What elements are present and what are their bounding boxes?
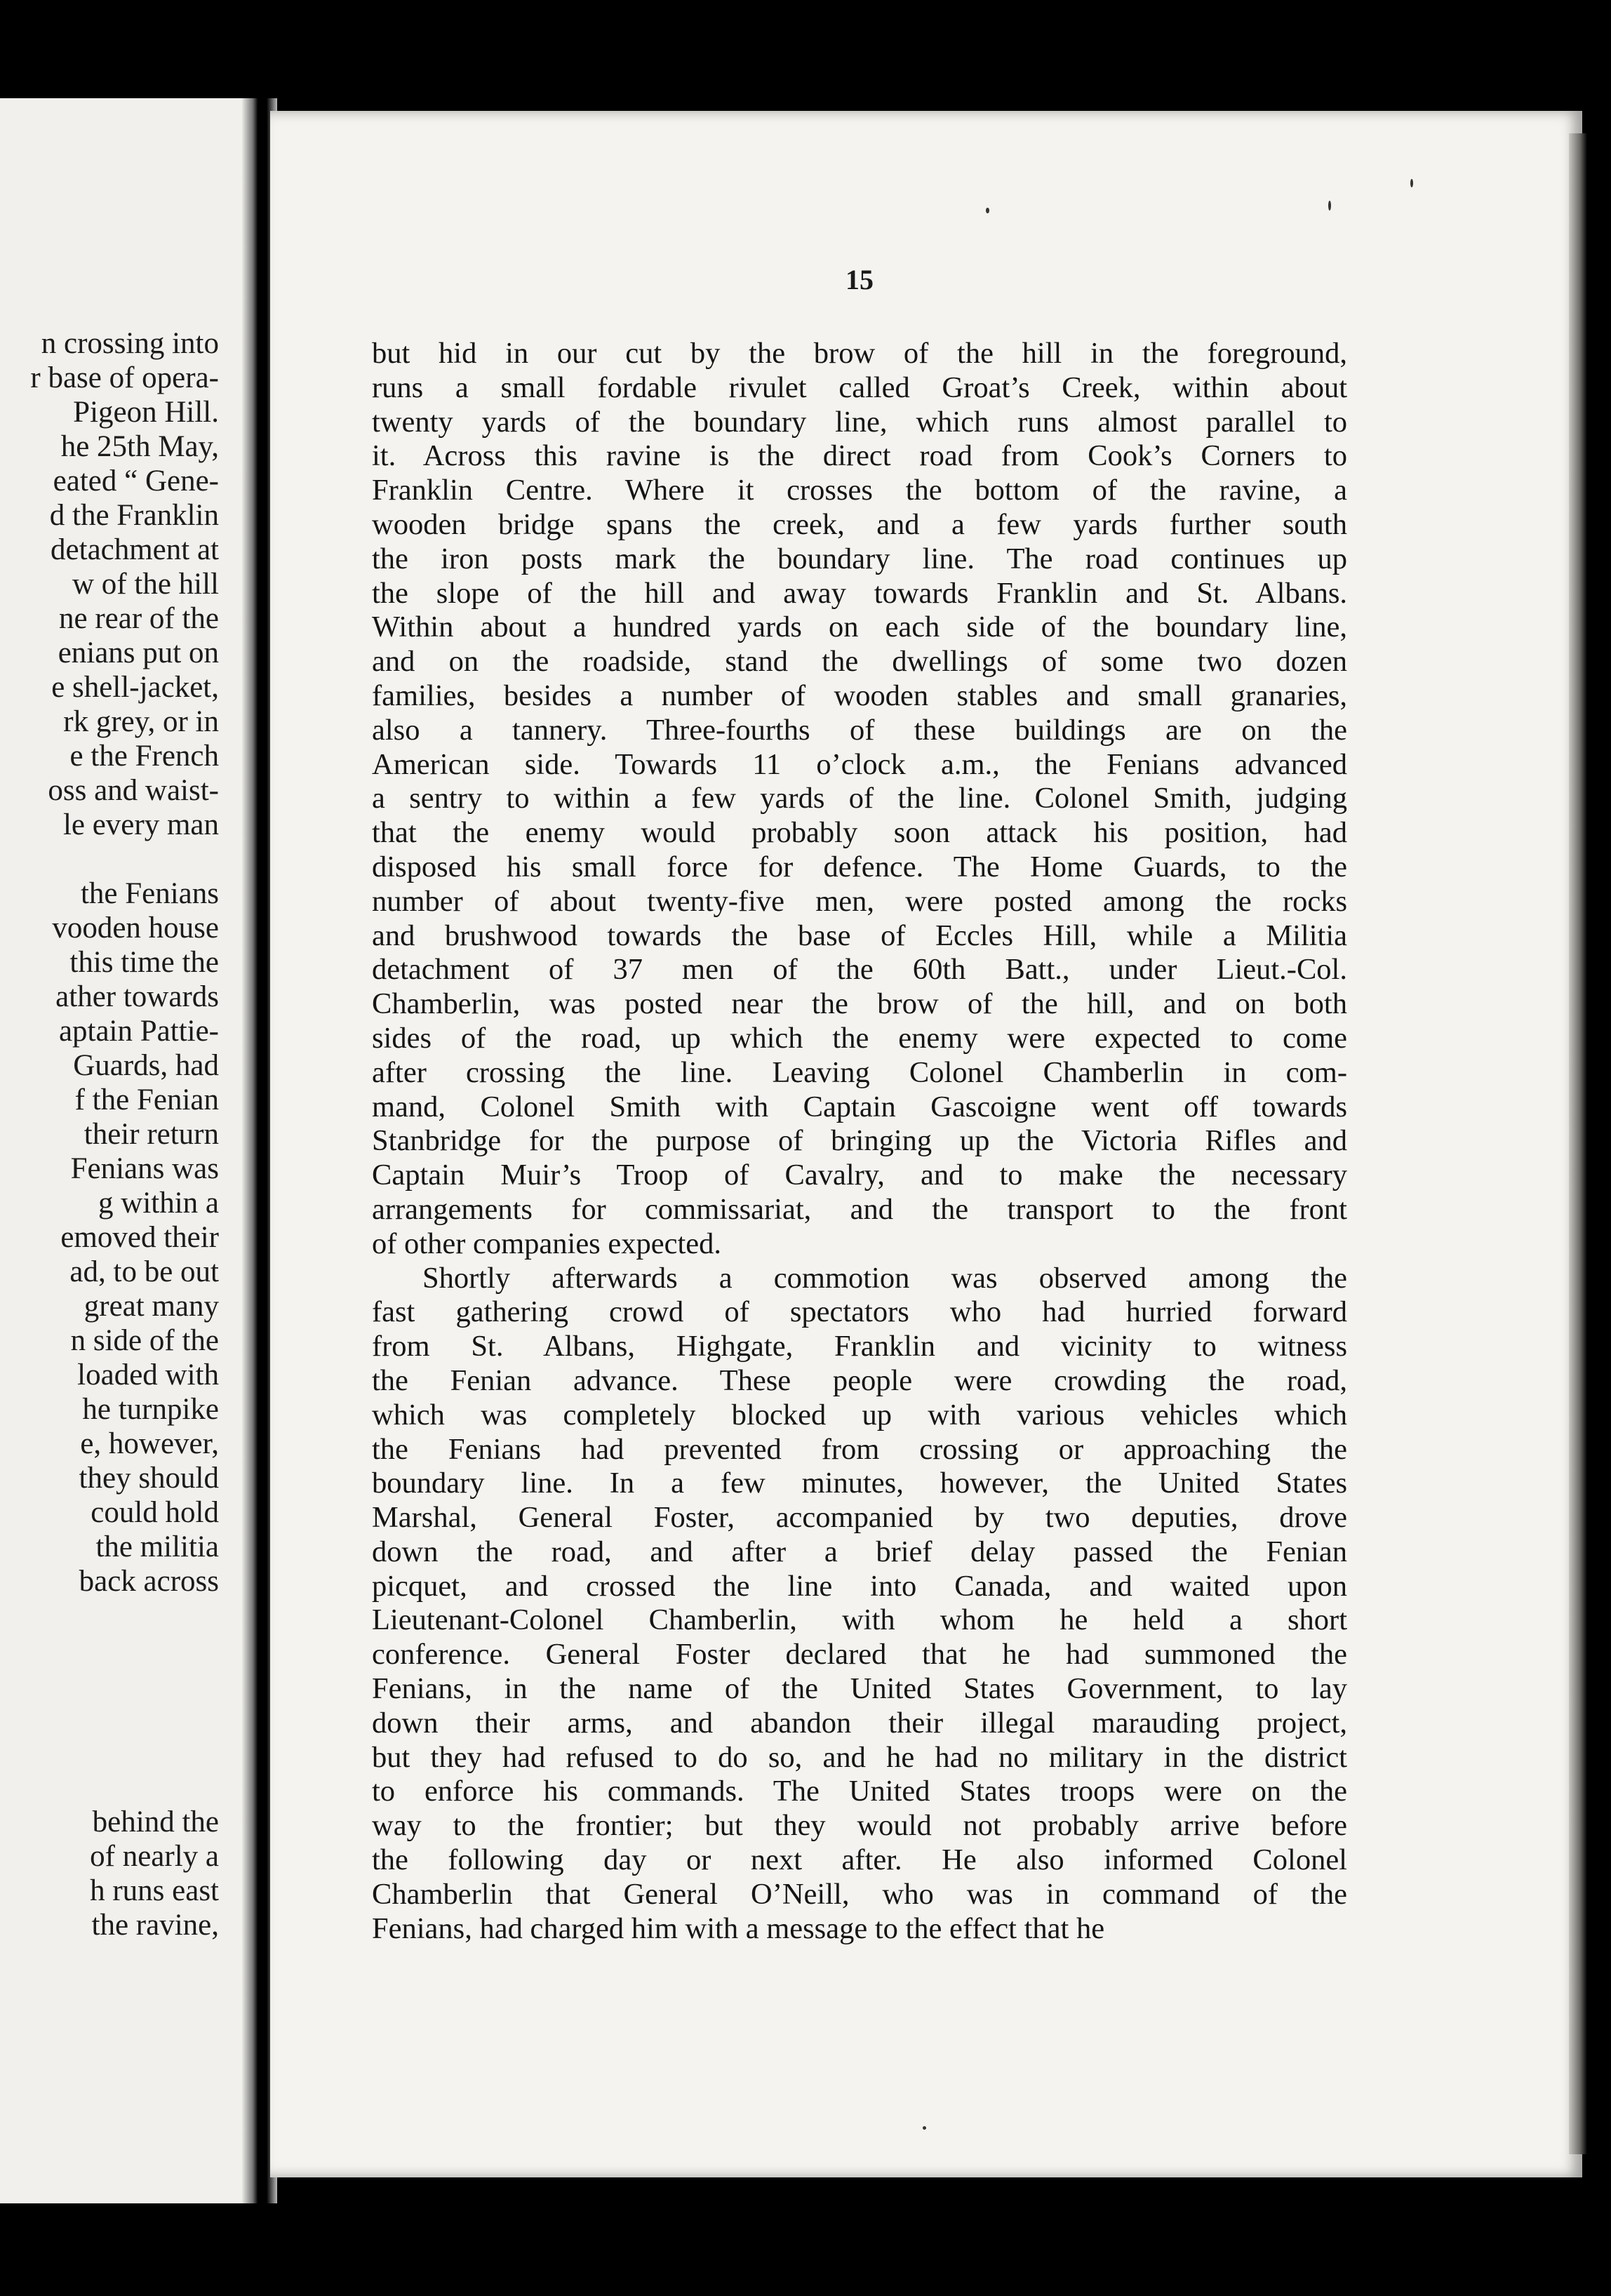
previous-page-line: f the Fenian: [74, 1083, 219, 1116]
text-line: after crossing the line. Leaving Colonel Chamberlin in com-: [372, 1055, 1347, 1089]
ink-speck: [986, 208, 989, 213]
previous-page-line: of nearly a: [90, 1840, 219, 1873]
text-line: detachment of 37 men of the 60th Batt., under Lieut.-Col.: [372, 953, 1347, 987]
previous-page-line: d the Franklin: [49, 499, 219, 532]
text-line: Marshal, General Foster, accompanied by two deputies, drove: [372, 1501, 1347, 1535]
previous-page-line: Guards, had: [73, 1049, 219, 1082]
previous-page-line: [0, 1702, 219, 1736]
page-edge-shadow: [1569, 133, 1587, 2154]
previous-page-line: [0, 1770, 219, 1805]
text-line: families, besides a number of wooden stables and small granaries,: [372, 679, 1347, 712]
previous-page-line: the ravine,: [91, 1909, 219, 1942]
previous-page-line: [0, 1598, 219, 1633]
previous-page-line: Fenians was: [70, 1152, 219, 1185]
previous-page-text-fragment: [0, 326, 219, 1942]
previous-page-line: great many: [83, 1290, 219, 1323]
ink-speck: [1410, 179, 1413, 187]
previous-page-line: ne rear of the: [59, 602, 219, 635]
text-line: wooden bridge spans the creek, and a few yards further south: [372, 507, 1347, 541]
previous-page-line: their return: [83, 1118, 219, 1151]
previous-page-line: w of the hill: [72, 568, 219, 601]
previous-page-line: he 25th May,: [60, 430, 219, 463]
previous-page-line: h runs east: [90, 1874, 219, 1907]
text-line: Captain Muir’s Troop of Cavalry, and to make the necessary: [372, 1159, 1347, 1192]
previous-page-line: e shell-jacket,: [51, 671, 219, 704]
text-line: runs a small fordable rivulet called Groat’s Creek, within about: [372, 371, 1347, 404]
previous-page-line: oss and waist-: [48, 774, 219, 807]
ink-speck: [1328, 201, 1331, 211]
text-line: Chamberlin that General O’Neill, who was in command of the: [372, 1877, 1347, 1911]
text-line: boundary line. In a few minutes, however, the United States: [372, 1467, 1347, 1500]
page-number: 15: [845, 264, 874, 295]
text-line: also a tannery. Three-fourths of these buildings are on the: [372, 713, 1347, 747]
text-line: Fenians, had charged him with a message to the effect that he: [372, 1911, 1105, 1945]
previous-page-line: he turnpike: [82, 1393, 219, 1426]
previous-page-line: ather towards: [55, 980, 219, 1013]
text-line: that the enemy would probably soon attack his position, had: [372, 816, 1347, 850]
text-line: picquet, and crossed the line into Canada, and waited upon: [372, 1569, 1347, 1603]
text-line: twenty yards of the boundary line, which runs almost parallel to: [372, 405, 1347, 439]
text-line: the following day or next after. He also informed Colonel: [372, 1843, 1347, 1877]
previous-page-line: enians put on: [58, 636, 219, 669]
previous-page-line: the Fenians: [80, 877, 219, 910]
text-line: a sentry to within a few yards of the line. Colonel Smith, judging: [372, 782, 1347, 815]
previous-page-line: eated “ Gene-: [53, 465, 219, 498]
previous-page-line: aptain Pattie-: [58, 1015, 219, 1048]
page-body-text: [372, 337, 1347, 1946]
text-line: American side. Towards 11 o’clock a.m., the Fenians advanced: [372, 747, 1347, 781]
text-line: fast gathering crowd of spectators who had hurried forward: [372, 1295, 1347, 1329]
text-line: down their arms, and abandon their illegal marauding project,: [372, 1706, 1347, 1740]
previous-page-line: behind the: [92, 1806, 219, 1838]
previous-page-line: the militia: [95, 1530, 219, 1563]
text-line: Shortly afterwards a commotion was observed among the: [422, 1261, 1347, 1295]
text-line: the Fenians had prevented from crossing or approaching the: [372, 1432, 1347, 1466]
text-line: to enforce his commands. The United States troops were on the: [372, 1775, 1347, 1808]
previous-page-line: [0, 1633, 219, 1667]
previous-page-line: this time the: [69, 946, 219, 979]
text-line: the Fenian advance. These people were crowding the road,: [372, 1363, 1347, 1397]
text-line: the slope of the hill and away towards Franklin and St. Albans.: [372, 576, 1347, 610]
previous-page-line: rk grey, or in: [63, 705, 219, 738]
previous-page-line: back across: [79, 1565, 219, 1598]
text-line: conference. General Foster declared that he had summoned the: [372, 1638, 1347, 1671]
text-line: it. Across this ravine is the direct road from Cook’s Corners to: [372, 439, 1347, 473]
previous-page-line: emoved their: [60, 1221, 219, 1254]
text-line: of other companies expected.: [372, 1227, 721, 1260]
text-line: arrangements for commissariat, and the transport to the front: [372, 1192, 1347, 1226]
text-line: Chamberlin, was posted near the brow of the hill, and on both: [372, 987, 1347, 1021]
previous-page-line: [0, 1736, 219, 1770]
text-line: mand, Colonel Smith with Captain Gascoigne went off towards: [372, 1090, 1347, 1123]
previous-page-line: vooden house: [52, 912, 219, 945]
text-line: but hid in our cut by the brow of the hill in the foreground,: [372, 337, 1347, 370]
previous-page-line: detachment at: [51, 533, 219, 566]
text-line: Within about a hundred yards on each side of the boundary line,: [372, 610, 1347, 644]
previous-page-line: r base of opera-: [30, 361, 219, 394]
text-line: but they had refused to do so, and he had no military in the district: [372, 1740, 1347, 1774]
previous-page-line: loaded with: [77, 1359, 219, 1391]
text-line: the iron posts mark the boundary line. The road continues up: [372, 542, 1347, 575]
previous-page-line: [0, 842, 219, 876]
previous-page-line: n side of the: [70, 1324, 219, 1357]
text-line: sides of the road, up which the enemy were expected to come: [372, 1021, 1347, 1055]
text-line: which was completely blocked up with various vehicles which: [372, 1398, 1347, 1431]
previous-page-line: could hold: [91, 1496, 219, 1529]
text-line: number of about twenty-five men, were posted among the rocks: [372, 884, 1347, 918]
ink-speck: [923, 2126, 926, 2130]
text-line: Franklin Centre. Where it crosses the bottom of the ravine, a: [372, 474, 1347, 507]
previous-page-line: Pigeon Hill.: [73, 396, 219, 429]
text-line: down the road, and after a brief delay passed the Fenian: [372, 1535, 1347, 1568]
text-line: Lieutenant-Colonel Chamberlin, with whom he held a short: [372, 1603, 1347, 1637]
previous-page-line: le every man: [62, 808, 219, 841]
previous-page-line: ad, to be out: [69, 1255, 219, 1288]
previous-page: [0, 98, 260, 2203]
previous-page-line: [0, 1667, 219, 1702]
text-line: and on the roadside, stand the dwellings of some two dozen: [372, 645, 1347, 679]
text-line: disposed his small force for defence. The Home Guards, to the: [372, 850, 1347, 883]
previous-page-line: they should: [79, 1462, 219, 1495]
text-line: and brushwood towards the base of Eccles Hill, while a Militia: [372, 919, 1347, 952]
previous-page-line: g within a: [98, 1187, 219, 1220]
previous-page-line: n crossing into: [41, 327, 219, 360]
text-line: from St. Albans, Highgate, Franklin and vicinity to witness: [372, 1330, 1347, 1363]
previous-page-line: e, however,: [80, 1427, 219, 1460]
previous-page-line: e the French: [69, 740, 219, 773]
text-line: Fenians, in the name of the United States Government, to lay: [372, 1672, 1347, 1706]
text-line: way to the frontier; but they would not probably arrive before: [372, 1809, 1347, 1843]
text-line: Stanbridge for the purpose of bringing up the Victoria Rifles and: [372, 1124, 1347, 1158]
